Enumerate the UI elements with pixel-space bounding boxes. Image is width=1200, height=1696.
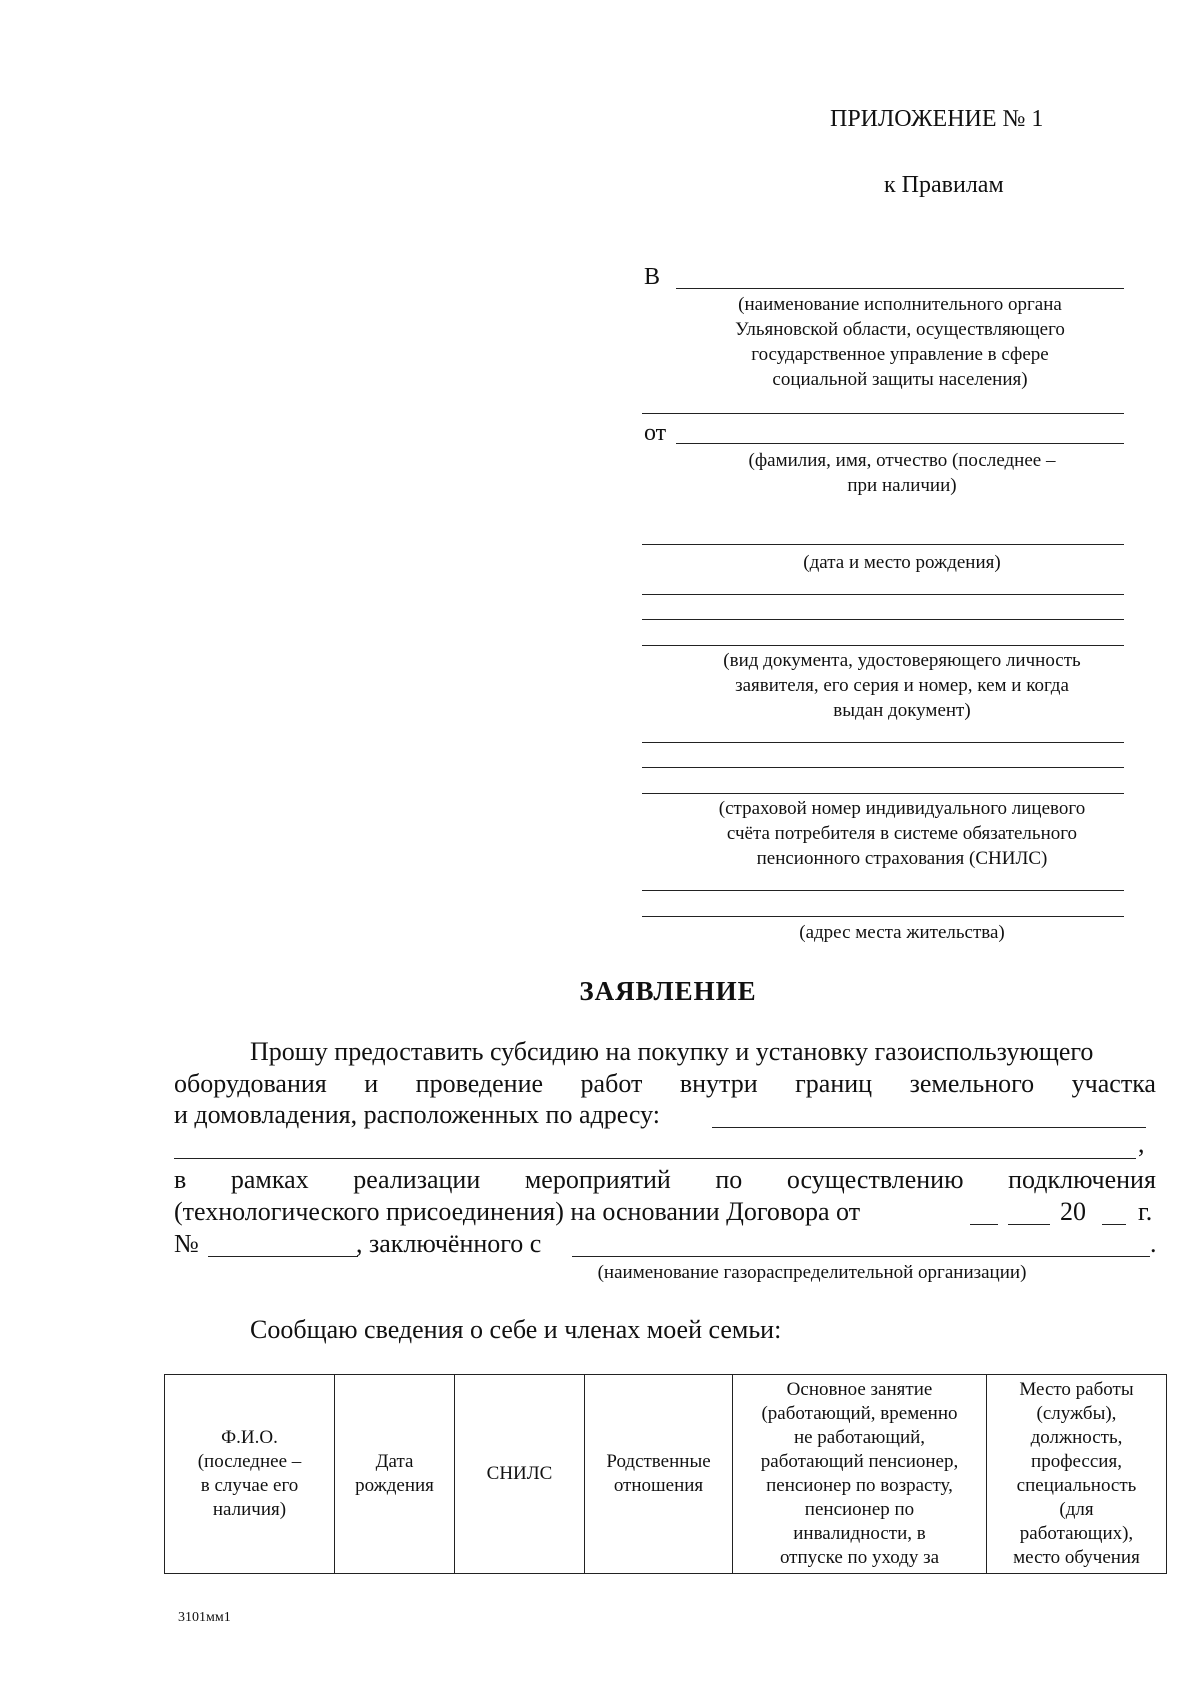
number-sign: № xyxy=(174,1229,199,1258)
family-table xyxy=(164,1374,1167,1574)
document-field-line-2[interactable] xyxy=(642,619,1124,620)
address-input-line[interactable] xyxy=(712,1127,1146,1128)
org-caption: (наименование газораспределительной организации) xyxy=(597,1262,1027,1283)
snils-caption: (страховой номер индивидуального лицевого счёта потребителя в системе обязательного пенсионного страхования (СНИЛС) xyxy=(718,798,1086,869)
appendix-subtitle: к Правилам xyxy=(884,172,1004,198)
birth-caption: (дата и место рождения) xyxy=(803,552,1001,573)
gas-org-line[interactable] xyxy=(572,1256,1150,1257)
to-field-line-2[interactable] xyxy=(642,413,1124,414)
snils-field-line-3[interactable] xyxy=(642,793,1124,794)
document-code: 3101мм1 xyxy=(178,1610,231,1625)
header-relation: Родственные отношения xyxy=(585,1375,733,1574)
contract-month-line[interactable] xyxy=(1008,1224,1050,1225)
statement-line-6: (технологического присоединения) на основании Договора от xyxy=(174,1197,861,1226)
document-caption: (вид документа, удостоверяющего личность заявителя, его серия и номер, кем и когда выдан документ) xyxy=(723,650,1081,721)
document-field-line-3[interactable] xyxy=(642,645,1124,646)
address-caption: (адрес места жительства) xyxy=(799,922,1005,943)
birth-field-line[interactable] xyxy=(642,544,1124,545)
statement-line-1: Прошу предоставить субсидию на покупку и установку газоиспользующего xyxy=(250,1037,1094,1066)
to-prefix: В xyxy=(644,264,661,290)
address-input-line-2[interactable] xyxy=(174,1158,1136,1159)
statement-line-2: оборудования и проведение работ внутри границ земельного участка xyxy=(174,1069,1156,1098)
name-field-line[interactable] xyxy=(676,443,1124,444)
address-field-line-2[interactable] xyxy=(642,916,1124,917)
header-snils: СНИЛС xyxy=(455,1375,585,1574)
document-field-line-1[interactable] xyxy=(642,594,1124,595)
appendix-title: ПРИЛОЖЕНИЕ № 1 xyxy=(830,106,1044,132)
table-header-row xyxy=(165,1375,1167,1574)
to-field-line[interactable] xyxy=(676,288,1124,289)
family-intro: Сообщаю сведения о себе и членах моей семьи: xyxy=(250,1315,782,1344)
from-prefix: от xyxy=(644,420,667,446)
header-occupation: Основное занятие (работающий, временно не работающий, работающий пенсионер, пенсионер по возрасту, пенсионер по инвалидности, в отпуске по уходу за xyxy=(733,1375,987,1574)
contract-year-line[interactable] xyxy=(1102,1224,1126,1225)
address-field-line-1[interactable] xyxy=(642,890,1124,891)
line-4-comma: , xyxy=(1138,1129,1145,1158)
to-caption: (наименование исполнительного органа Ульяновской области, осуществляющего государственное управление в сфере социальной защиты населения) xyxy=(735,294,1065,390)
header-workplace: Место работы (службы), должность, профессия, специальность (для работающих), место обучения xyxy=(987,1375,1167,1574)
line-7-period: . xyxy=(1150,1229,1157,1258)
snils-field-line-2[interactable] xyxy=(642,767,1124,768)
name-caption: (фамилия, имя, отчество (последнее – при наличии) xyxy=(748,450,1056,496)
header-fio: Ф.И.О. (последнее – в случае его наличия) xyxy=(165,1375,335,1574)
header-birth-date: Дата рождения xyxy=(335,1375,455,1574)
year-suffix: г. xyxy=(1138,1197,1153,1226)
contract-year-prefix: 20 xyxy=(1060,1197,1086,1226)
snils-field-line-1[interactable] xyxy=(642,742,1124,743)
contract-day-line[interactable] xyxy=(970,1224,998,1225)
contract-number-line[interactable] xyxy=(208,1256,358,1257)
statement-line-5: в рамках реализации мероприятий по осуществлению подключения xyxy=(174,1165,1156,1194)
concluded-with-label: , заключённого с xyxy=(356,1229,542,1258)
statement-title: ЗАЯВЛЕНИЕ xyxy=(579,976,757,1006)
statement-line-3: и домовладения, расположенных по адресу: xyxy=(174,1100,660,1129)
